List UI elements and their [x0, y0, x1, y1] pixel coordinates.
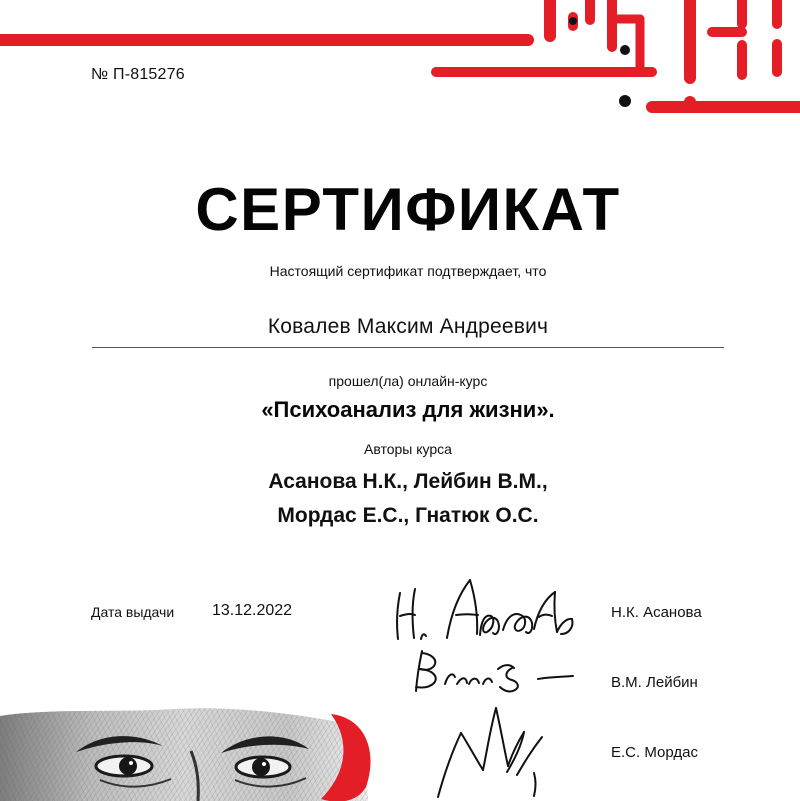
issue-date: 13.12.2022 [212, 602, 293, 619]
recipient-name-underline [92, 347, 724, 348]
signature-leybin [397, 646, 580, 696]
signer-name-3: Е.С. Мордас [611, 744, 698, 761]
signature-asanova [381, 572, 586, 650]
signer-name-2: В.М. Лейбин [611, 674, 698, 691]
recipient-name: Ковалев Максим Андреевич [267, 315, 549, 338]
course-authors-label: Авторы курса [364, 441, 452, 457]
course-title: «Психоанализ для жизни». [261, 397, 555, 422]
certificate-title: СЕРТИФИКАТ [195, 176, 621, 243]
signer-name-1: Н.К. Асанова [611, 604, 702, 621]
course-authors-line-1: Асанова Н.К., Лейбин В.М., [268, 470, 548, 493]
course-authors-line-2: Мордас Е.С., Гнатюк О.С. [277, 504, 539, 527]
confirmation-text: Настоящий сертификат подтверждает, что [269, 263, 547, 279]
portrait-icon [0, 708, 376, 801]
certificate-number: № П-815276 [91, 66, 185, 83]
course-passed-text: прошел(ла) онлайн-курс [328, 373, 488, 389]
issue-date-label: Дата выдачи [91, 604, 175, 620]
signature-mordas [420, 693, 546, 801]
